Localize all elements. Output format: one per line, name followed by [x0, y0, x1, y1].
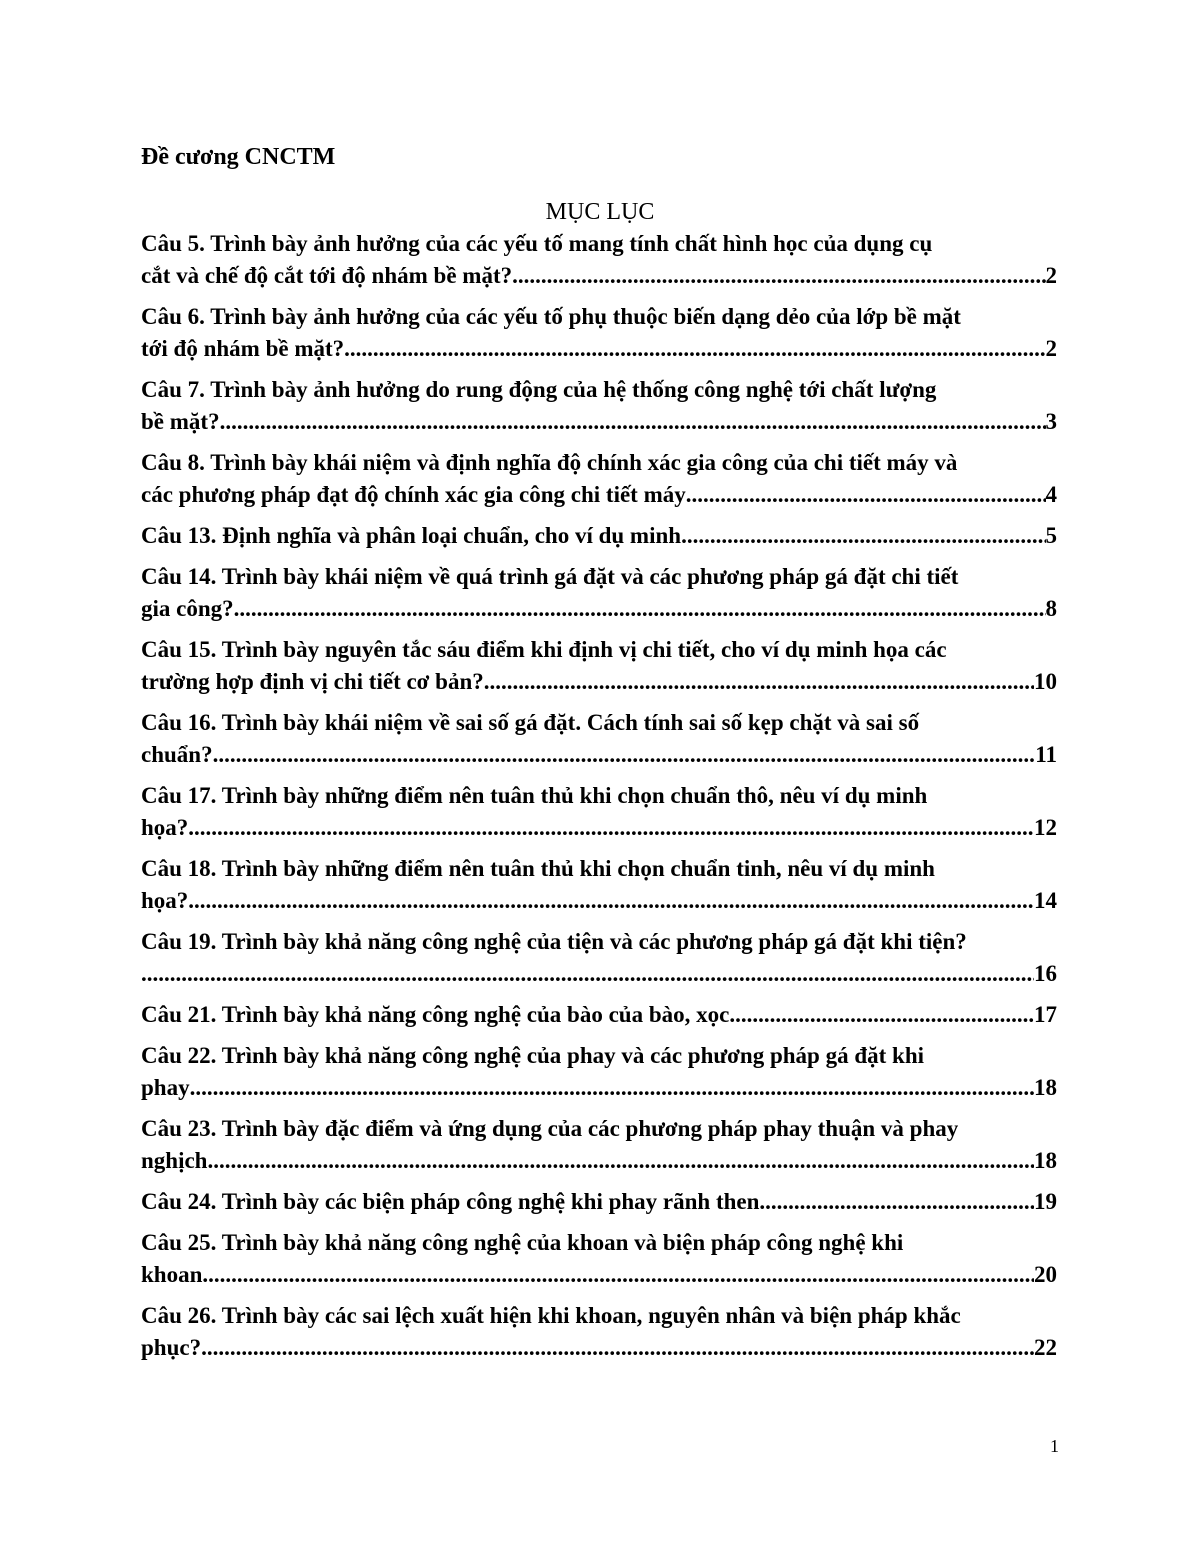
dot-leader [190, 1072, 1034, 1104]
dot-leader [201, 1332, 1034, 1364]
toc-entry-title-cont: tới độ nhám bề mặt? [141, 336, 345, 361]
toc-entry-title: Câu 18. Trình bày những điểm nên tuân thủ khi chọn chuẩn tinh, nêu ví dụ minh [141, 856, 935, 881]
toc-page-number: 14 [1034, 888, 1057, 913]
toc-entry-cau-15[interactable] [141, 634, 1057, 698]
toc-entry-title-cont: nghịch [141, 1148, 208, 1173]
dot-leader [234, 593, 1046, 625]
toc-page-number: 18 [1034, 1075, 1057, 1100]
toc-entry-cau-5[interactable] [141, 228, 1057, 292]
toc-entry-title-cont: phay [141, 1075, 190, 1100]
toc-entry-title: Câu 22. Trình bày khả năng công nghệ của phay và các phương pháp gá đặt khi [141, 1043, 925, 1068]
toc-entry-title: Câu 26. Trình bày các sai lệch xuất hiện khi khoan, nguyên nhân và biện pháp khắc [141, 1303, 961, 1328]
toc-page-number: 22 [1034, 1335, 1057, 1360]
toc-page-number: 19 [1034, 1189, 1057, 1214]
page-number: 1 [1050, 1436, 1059, 1456]
toc-entry-title: Câu 14. Trình bày khái niệm về quá trình gá đặt và các phương pháp gá đặt chi tiết [141, 564, 959, 589]
toc-entry-title: Câu 16. Trình bày khái niệm về sai số gá đặt. Cách tính sai số kẹp chặt và sai số [141, 710, 920, 735]
toc-entry-title: Câu 24. Trình bày các biện pháp công nghệ khi phay rãnh then [141, 1189, 760, 1214]
toc-entry-title: Câu 23. Trình bày đặc điểm và ứng dụng của các phương pháp phay thuận và phay [141, 1116, 959, 1141]
toc-entry-cau-25[interactable] [141, 1227, 1057, 1291]
toc-entry-title: Câu 5. Trình bày ảnh hưởng của các yếu tố mang tính chất hình học của dụng cụ [141, 231, 933, 256]
toc-entry-title-cont: họa? [141, 815, 189, 840]
toc-entry-title-cont: gia công? [141, 596, 234, 621]
toc-page-number: 4 [1045, 482, 1057, 507]
toc-page-number: 20 [1034, 1262, 1057, 1287]
toc-entry-cau-13[interactable] [141, 520, 1057, 552]
toc-entry-title-cont: phục? [141, 1335, 202, 1360]
dot-leader [188, 885, 1034, 917]
toc-entry-cau-22[interactable] [141, 1040, 1057, 1104]
dot-leader [344, 333, 1045, 365]
toc-entry-cau-16[interactable] [141, 707, 1057, 771]
toc-page-number: 2 [1045, 336, 1057, 361]
table-of-contents [141, 228, 1057, 1373]
dot-leader [686, 479, 1046, 511]
toc-entry-title-cont: chuẩn? [141, 742, 213, 767]
toc-entry-title: Câu 25. Trình bày khả năng công nghệ của khoan và biện pháp công nghệ khi [141, 1230, 904, 1255]
toc-page-number: 8 [1045, 596, 1057, 621]
toc-entry-cau-6[interactable] [141, 301, 1057, 365]
toc-page-number: 2 [1045, 263, 1057, 288]
toc-page-number: 17 [1034, 1002, 1057, 1027]
toc-page-number: 11 [1035, 742, 1057, 767]
document-title: Đề cương CNCTM [141, 144, 336, 170]
toc-page-number: 16 [1034, 961, 1057, 986]
toc-entry-title: Câu 19. Trình bày khả năng công nghệ của tiện và các phương pháp gá đặt khi tiện? [141, 929, 967, 954]
toc-entry-cau-19[interactable] [141, 926, 1057, 990]
toc-entry-title-cont: họa? [141, 888, 189, 913]
toc-entry-title: Câu 13. Định nghĩa và phân loại chuẩn, cho ví dụ minh [141, 523, 682, 548]
toc-entry-title: Câu 17. Trình bày những điểm nên tuân thủ khi chọn chuẩn thô, nêu ví dụ minh [141, 783, 928, 808]
toc-entry-title: Câu 7. Trình bày ảnh hưởng do rung động của hệ thống công nghệ tới chất lượng [141, 377, 937, 402]
toc-heading: MỤC LỤC [545, 199, 655, 225]
toc-entry-cau-14[interactable] [141, 561, 1057, 625]
toc-page-number: 3 [1045, 409, 1057, 434]
dot-leader [220, 406, 1046, 438]
toc-entry-title: Câu 21. Trình bày khả năng công nghệ của bào của bào, xọc [141, 1002, 730, 1027]
toc-entry-title: Câu 6. Trình bày ảnh hưởng của các yếu tố phụ thuộc biến dạng dẻo của lớp bề mặt [141, 304, 961, 329]
dot-leader [759, 1186, 1034, 1218]
dot-leader [729, 999, 1034, 1031]
toc-page-number: 12 [1034, 815, 1057, 840]
toc-entry-cau-17[interactable] [141, 780, 1057, 844]
toc-entry-cau-23[interactable] [141, 1113, 1057, 1177]
dot-leader [188, 812, 1034, 844]
toc-entry-title-cont: khoan [141, 1262, 203, 1287]
toc-entry-cau-26[interactable] [141, 1300, 1057, 1364]
toc-page-number: 10 [1034, 669, 1057, 694]
toc-entry-cau-7[interactable] [141, 374, 1057, 438]
dot-leader [512, 260, 1045, 292]
dot-leader [202, 1259, 1034, 1291]
dot-leader [213, 739, 1036, 771]
toc-entry-cau-8[interactable] [141, 447, 1057, 511]
toc-page-number: 18 [1034, 1148, 1057, 1173]
toc-entry-cau-18[interactable] [141, 853, 1057, 917]
dot-leader [681, 520, 1045, 552]
toc-entry-title: Câu 8. Trình bày khái niệm và định nghĩa độ chính xác gia công của chi tiết máy và [141, 450, 958, 475]
toc-page-number: 5 [1045, 523, 1057, 548]
toc-entry-cau-24[interactable] [141, 1186, 1057, 1218]
toc-entry-cau-21[interactable] [141, 999, 1057, 1031]
toc-entry-title-cont: cắt và chế độ cắt tới độ nhám bề mặt? [141, 263, 513, 288]
toc-entry-title-cont: các phương pháp đạt độ chính xác gia công chi tiết máy [141, 482, 686, 507]
dot-leader [207, 1145, 1034, 1177]
dot-leader [484, 666, 1034, 698]
toc-entry-title-cont: trường hợp định vị chi tiết cơ bản? [141, 669, 484, 694]
dot-leader [141, 958, 1034, 990]
toc-entry-title: Câu 15. Trình bày nguyên tắc sáu điểm khi định vị chi tiết, cho ví dụ minh họa các [141, 637, 947, 662]
toc-entry-title-cont: bề mặt? [141, 409, 220, 434]
